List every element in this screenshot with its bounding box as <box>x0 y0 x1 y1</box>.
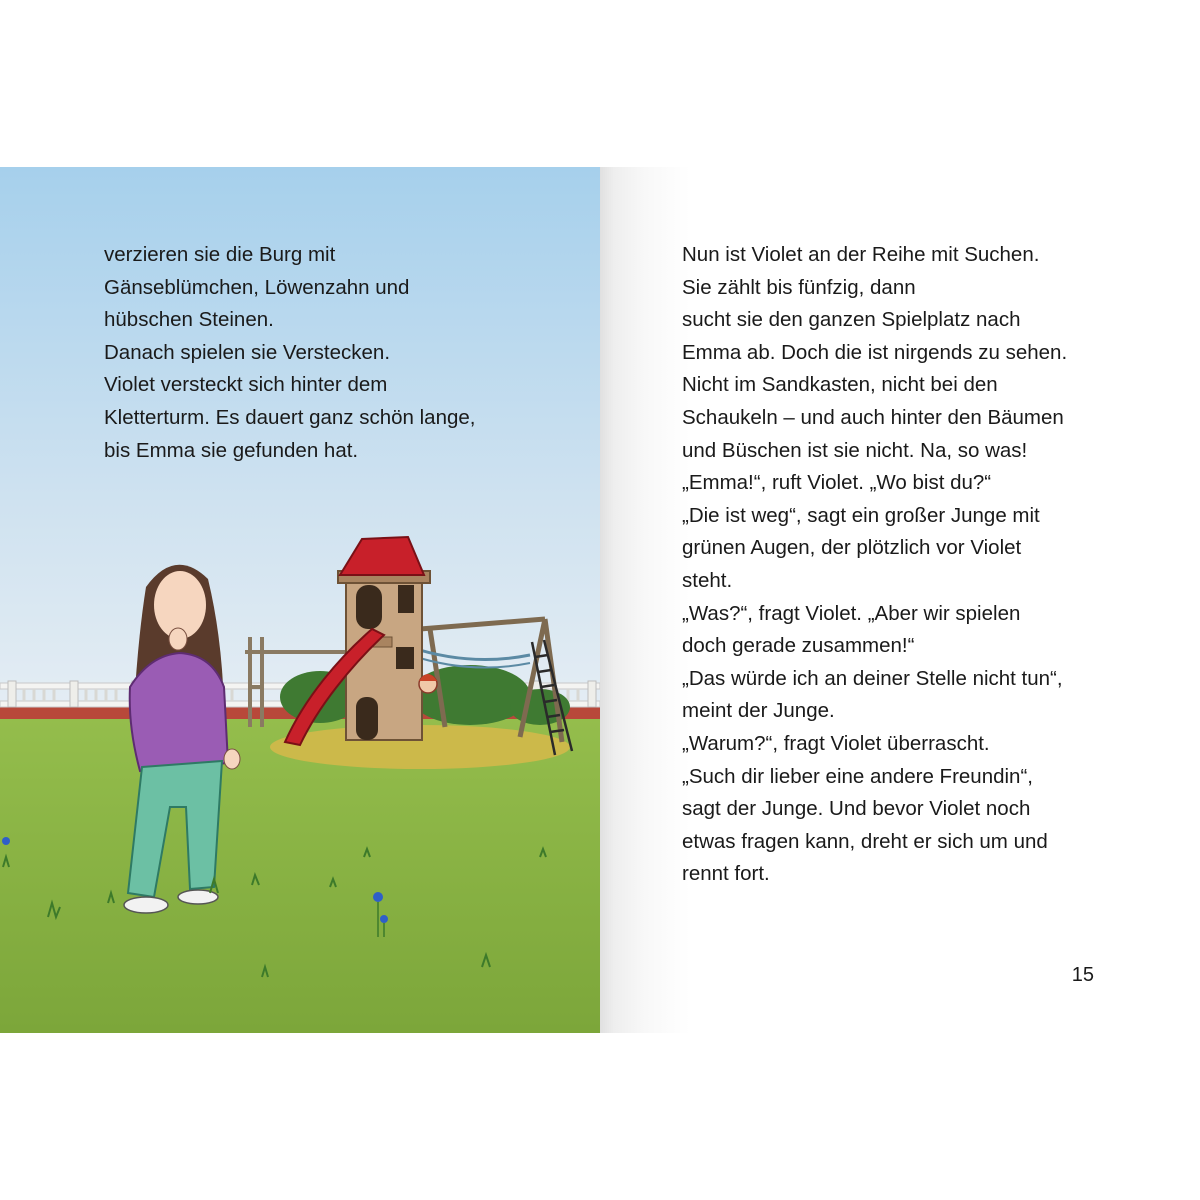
text-line: bis Emma sie gefunden hat. <box>104 438 359 462</box>
text-line: Sie zählt bis fünfzig, dann <box>682 275 916 299</box>
text-line: „Was?“, fragt Violet. „Aber wir spielen <box>682 601 1021 625</box>
text-line: „Warum?“, fragt Violet überrascht. <box>682 731 990 755</box>
text-line: sagt der Junge. Und bevor Violet noch <box>682 797 1031 821</box>
page-number: 15 <box>1071 964 1094 986</box>
text-line: Nicht im Sandkasten, nicht bei den <box>682 373 998 397</box>
text-line: Nun ist Violet an der Reihe mit Suchen. <box>682 243 1040 266</box>
grass <box>0 719 600 1033</box>
text-line: „Die ist weg“, sagt ein großer Junge mit <box>682 503 1040 527</box>
right-page-text <box>682 239 1067 891</box>
text-line: doch gerade zusammen!“ <box>682 634 915 658</box>
text-line: Schaukeln – und auch hinter den Bäumen <box>682 405 1064 429</box>
text-line: Danach spielen sie Verstecken. <box>104 340 391 364</box>
left-page-text <box>104 239 475 467</box>
text-line: und Büschen ist sie nicht. Na, so was! <box>682 438 1028 462</box>
text-line: sucht sie den ganzen Spielplatz nach <box>682 308 1021 332</box>
text-line: Violet versteckt sich hinter dem <box>104 373 388 397</box>
text-line: Gänseblümchen, Löwenzahn und <box>104 275 410 299</box>
text-line: „Emma!“, ruft Violet. „Wo bist du?“ <box>682 471 992 495</box>
text-line: rennt fort. <box>682 862 770 886</box>
text-line: grünen Augen, der plötzlich vor Violet <box>682 536 1022 560</box>
text-line: „Das würde ich an deiner Stelle nicht tun“, <box>682 666 1063 690</box>
text-line: steht. <box>682 568 733 592</box>
hiding-child <box>419 674 437 693</box>
text-line: meint der Junge. <box>682 699 835 723</box>
text-line: hübschen Steinen. <box>104 308 274 332</box>
text-line: verzieren sie die Burg mit <box>104 243 336 266</box>
right-page <box>600 167 1200 1033</box>
play-tower <box>338 537 430 740</box>
text-line: Emma ab. Doch die ist nirgends zu sehen. <box>682 340 1068 364</box>
text-line: etwas fragen kann, dreht er sich um und <box>682 829 1048 853</box>
book-spread <box>0 167 1200 1033</box>
left-page <box>0 167 600 1033</box>
text-line: „Such dir lieber eine andere Freundin“, <box>682 764 1033 788</box>
girl-sweater <box>130 653 228 771</box>
text-line: Kletterturm. Es dauert ganz schön lange, <box>104 405 476 429</box>
